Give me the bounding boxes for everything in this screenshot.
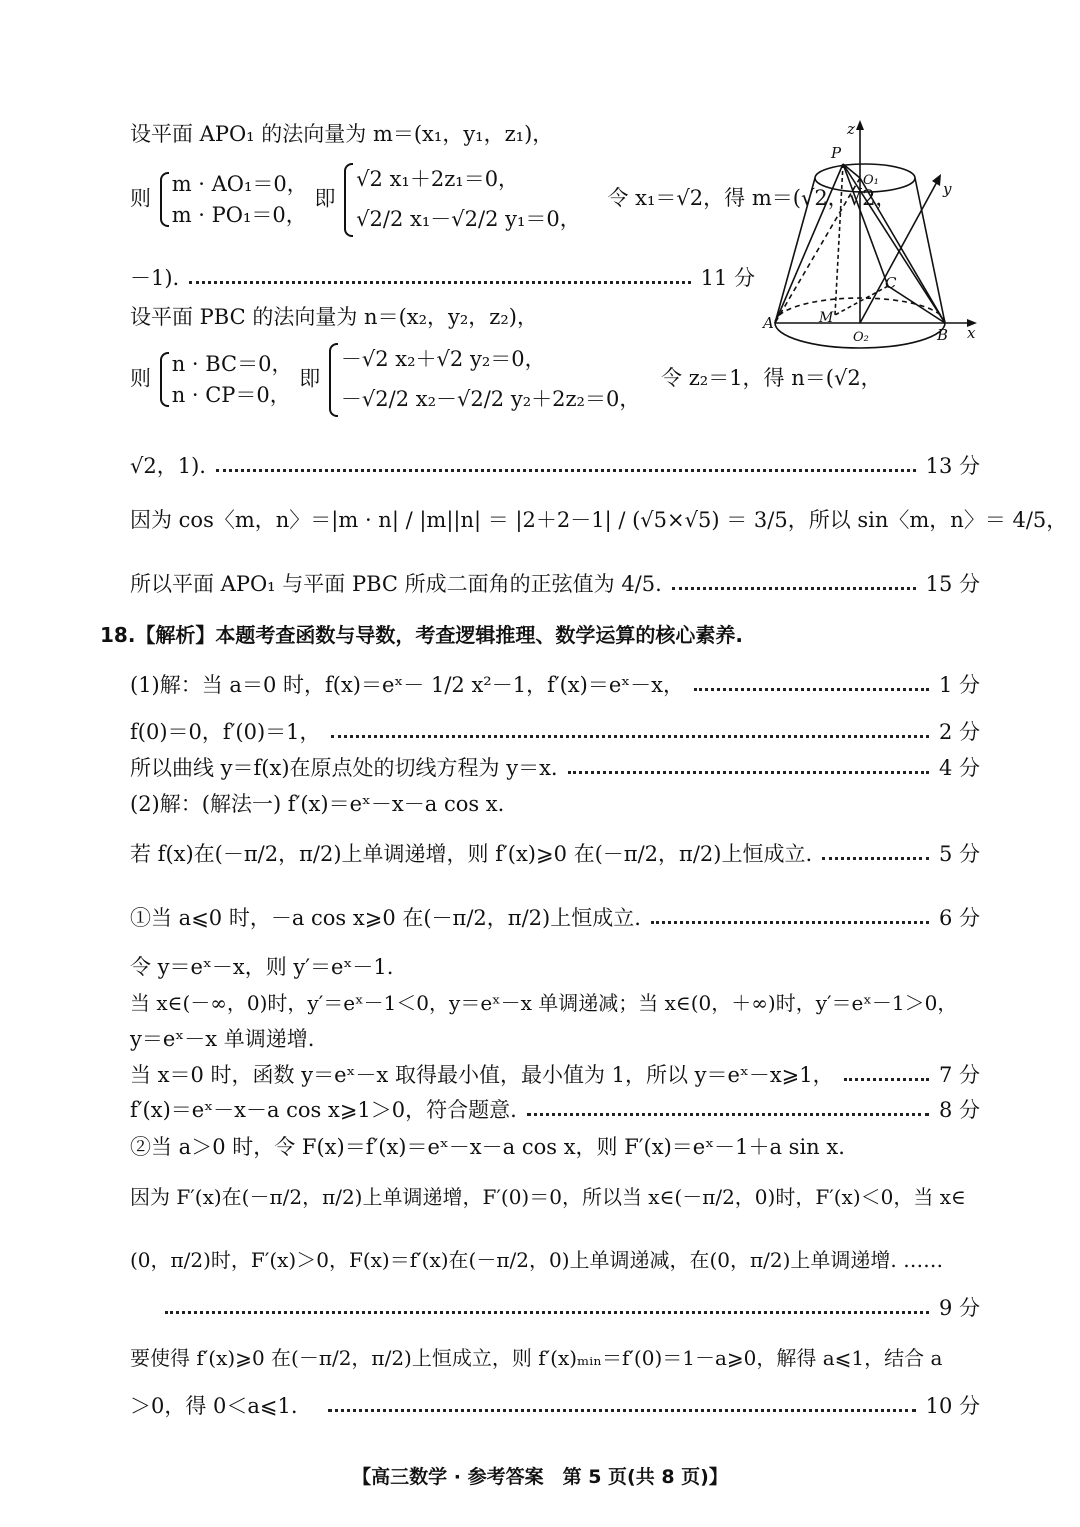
leader-dots (165, 1311, 929, 1314)
score-label: 15 分 (925, 572, 980, 596)
line-text: ＞0，得 0＜a⩽1. (130, 1394, 298, 1418)
z-arrow-icon (856, 120, 864, 130)
label-B: B (937, 326, 949, 344)
score-line (130, 756, 980, 781)
score-label: 4 分 (938, 756, 980, 780)
side-left (775, 178, 815, 323)
line-text: √2，1). (130, 454, 206, 478)
equation: n · CP＝0， (171, 382, 291, 407)
score-line (130, 1394, 980, 1419)
frustum-figure (755, 118, 985, 358)
text-line: 设平面 PBC 的法向量为 n＝(x₂，y₂，z₂)， (130, 305, 538, 329)
leader-dots (189, 281, 690, 284)
equation: －√2/2 x₂－√2/2 y₂＋2z₂＝0， (340, 386, 641, 411)
score-label: 7 分 (938, 1063, 980, 1087)
leader-dots (651, 921, 929, 924)
text-line: 当 x∈(－∞，0)时，y′＝eˣ－1＜0，y＝eˣ－x 单调递减；当 x∈(0，＋∞)时，y′＝eˣ－1＞0， (130, 991, 958, 1015)
equation: √2/2 x₁－√2/2 y₁＝0， (356, 206, 581, 231)
equation: m · PO₁＝0， (171, 202, 307, 227)
text-tail: 令 x₁＝√2，得 m＝(√2，√2， (607, 186, 897, 211)
line-text: ①当 a⩽0 时，－a cos x⩾0 在(－π/2，π/2)上恒成立. (130, 906, 641, 930)
label-O2: O₂ (853, 330, 869, 345)
label-y: y (943, 180, 952, 198)
score-line (130, 1098, 980, 1123)
leader-dots (672, 587, 916, 590)
score-line (130, 906, 980, 931)
score-label: 11 分 (700, 266, 755, 290)
score-line (130, 572, 980, 597)
leader-dots (844, 1078, 929, 1081)
text-mid: 即 (314, 186, 336, 211)
equation: √2 x₁＋2z₁＝0， (356, 167, 520, 191)
text-line: 令 y＝eˣ－x，则 y′＝eˣ－1. (130, 955, 394, 979)
page-footer: 【高三数学 · 参考答案 第 5 页(共 8 页)】 (352, 1466, 728, 1488)
segment-AO1 (775, 178, 860, 323)
coordinate-system (327, 340, 640, 420)
text-line: 要使得 f′(x)⩾0 在(－π/2，π/2)上恒成立，则 f′(x)ₘᵢₙ＝f′(0)＝1－a⩾0，解得 a⩽1，结合 a (130, 1346, 943, 1370)
text-prefix: 则 (130, 366, 151, 391)
score-line (130, 673, 980, 698)
score-label: 1 分 (938, 673, 980, 697)
leader-dots (527, 1113, 929, 1116)
score-label: 2 分 (938, 720, 980, 744)
question-heading: 18.【解析】本题考查函数与导数，考查逻辑推理、数学运算的核心素养. (100, 623, 744, 647)
equation: －√2 x₂＋√2 y₂＝0， (340, 347, 546, 371)
leader-dots (694, 688, 929, 691)
label-M: M (819, 310, 834, 326)
score-label: 9 分 (938, 1296, 980, 1320)
score-line (130, 266, 755, 291)
label-z: z (847, 120, 855, 138)
score-line (130, 842, 980, 867)
text-line: y＝eˣ－x 单调递增. (130, 1027, 315, 1051)
text-mid: 即 (299, 366, 321, 391)
vector-system (158, 169, 308, 230)
text-line: (2)解：(解法一) f′(x)＝eˣ－x－a cos x. (130, 792, 505, 816)
leader-dots (216, 469, 916, 472)
line-text: －1). (130, 266, 180, 290)
text-line: 因为 cos〈m，n〉＝|m · n| / |m||n| ＝ |2＋2－1| / (√5×√5) ＝ 3/5，所以 sin〈m，n〉＝ 4/5， (130, 508, 1068, 532)
vector-system (158, 349, 293, 410)
label-P: P (831, 144, 842, 162)
score-label: 8 分 (938, 1098, 980, 1122)
label-x: x (967, 324, 976, 342)
segment-CM (835, 286, 888, 315)
line-text: 所以平面 APO₁ 与平面 PBC 所成二面角的正弦值为 4/5. (130, 572, 662, 596)
score-label: 5 分 (938, 842, 980, 866)
label-O1: O₁ (863, 173, 879, 188)
line-text: 若 f(x)在(－π/2，π/2)上单调递增，则 f′(x)⩾0 在(－π/2，π/2)上恒成立. (130, 842, 813, 866)
text-line: 设平面 APO₁ 的法向量为 m＝(x₁，y₁，z₁)， (130, 122, 554, 146)
line-text: f(0)＝0，f′(0)＝1， (130, 720, 321, 744)
leader-dots (568, 771, 929, 774)
score-line (130, 454, 980, 479)
segment-CB (888, 286, 945, 323)
line-text: f′(x)＝eˣ－x－a cos x⩾1＞0，符合题意. (130, 1098, 517, 1122)
label-A: A (763, 314, 774, 332)
text-line: ②当 a＞0 时，令 F(x)＝f′(x)＝eˣ－x－a cos x，则 F′(x)＝eˣ－1＋a sin x. (130, 1135, 845, 1159)
line-text: (1)解：当 a＝0 时，f(x)＝eˣ－ 1/2 x²－1，f′(x)＝eˣ－x， (130, 673, 685, 697)
line-text: 当 x＝0 时，函数 y＝eˣ－x 取得最小值，最小值为 1，所以 y＝eˣ－x⩾1， (130, 1063, 834, 1087)
segment-PM (835, 164, 843, 315)
score-label: 6 分 (938, 906, 980, 930)
score-line (165, 1296, 980, 1321)
score-line (130, 720, 980, 745)
score-line (130, 1063, 980, 1088)
coordinate-system (342, 160, 581, 240)
text-line: 因为 F′(x)在(－π/2，π/2)上单调递增，F′(0)＝0，所以当 x∈(－π/2，0)时，F′(x)＜0，当 x∈ (130, 1185, 966, 1209)
score-label: 10 分 (925, 1394, 980, 1418)
leader-dots (331, 735, 929, 738)
equation: m · AO₁＝0， (171, 172, 308, 197)
score-label: 13 分 (925, 454, 980, 478)
equation: n · BC＝0， (171, 352, 293, 377)
segment-PB (843, 164, 945, 323)
text-prefix: 则 (130, 186, 151, 211)
text-tail: 令 z₂＝1，得 n＝(√2， (661, 366, 882, 391)
side-right (915, 178, 945, 323)
leader-dots (822, 857, 929, 860)
label-C: C (885, 274, 897, 292)
text-line: (0，π/2)时，F′(x)＞0，F(x)＝f′(x)在(－π/2，0)上单调递减，在(0，π/2)上单调递增. …… (130, 1248, 944, 1272)
line-text: 所以曲线 y＝f(x)在原点处的切线方程为 y＝x. (130, 756, 558, 780)
leader-dots (328, 1409, 916, 1412)
